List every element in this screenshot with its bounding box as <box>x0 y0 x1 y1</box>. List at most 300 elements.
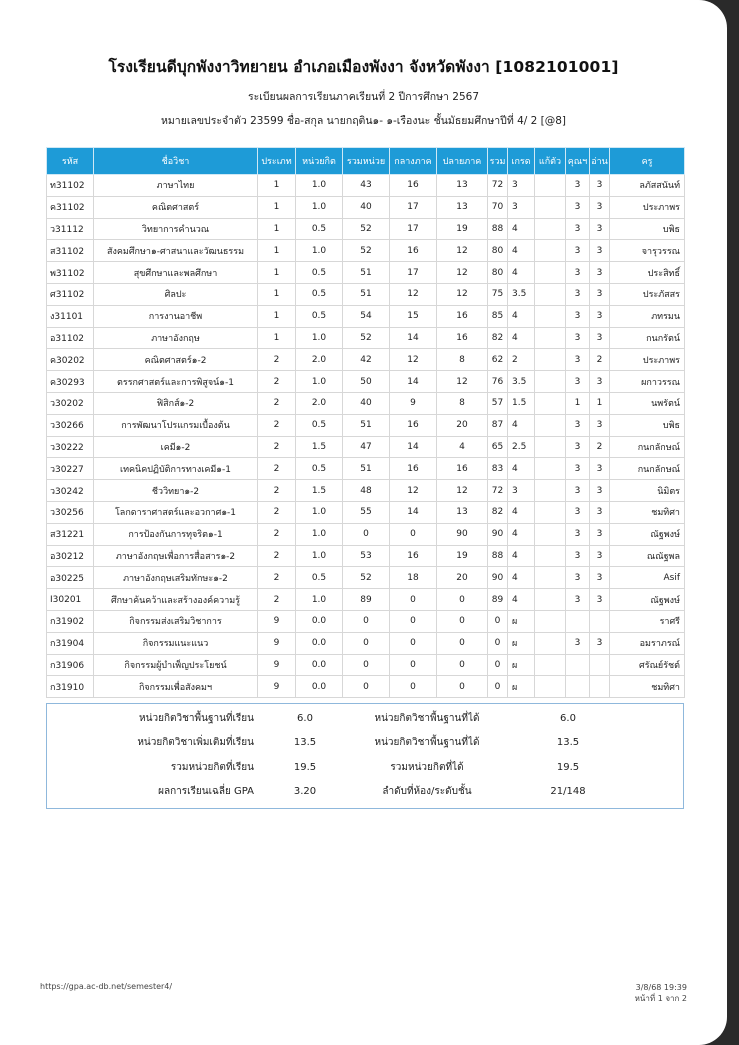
table-cell: 17 <box>390 196 437 218</box>
summary-value: 3.20 <box>293 786 317 798</box>
table-cell: ประภัสสร <box>610 283 685 305</box>
table-cell: 3 <box>566 240 590 262</box>
table-cell: 2 <box>258 371 296 393</box>
table-cell: ลภัสสนันท์ <box>610 175 685 197</box>
table-cell: 2 <box>258 349 296 371</box>
table-cell <box>535 196 566 218</box>
credit-summary <box>46 703 684 809</box>
table-cell: 0 <box>437 589 488 611</box>
table-cell <box>535 327 566 349</box>
table-cell <box>590 610 610 632</box>
table-row <box>47 305 685 327</box>
table-cell: 16 <box>437 305 488 327</box>
table-cell: 40 <box>343 392 390 414</box>
table-cell: 4 <box>508 414 535 436</box>
table-cell: ประภาพร <box>610 196 685 218</box>
table-cell: 12 <box>437 240 488 262</box>
table-cell: 2 <box>258 458 296 480</box>
table-cell: 85 <box>488 305 508 327</box>
table-cell: ผ <box>508 610 535 632</box>
table-cell: 4 <box>508 501 535 523</box>
table-cell <box>535 283 566 305</box>
table-cell: อ30225 <box>47 567 94 589</box>
page-number: หน้าที่ 1 จาก 2 <box>634 994 687 1003</box>
table-cell: 0 <box>390 610 437 632</box>
table-cell: 51 <box>343 458 390 480</box>
table-cell: 89 <box>488 589 508 611</box>
table-cell: 1 <box>258 305 296 327</box>
table-cell: 1.0 <box>296 175 343 197</box>
table-cell: 3 <box>590 545 610 567</box>
summary-label: รวมหน่วยกิตที่ได้ <box>390 761 464 773</box>
table-row <box>47 218 685 240</box>
table-cell: 12 <box>437 283 488 305</box>
table-cell: 14 <box>390 501 437 523</box>
table-cell: 40 <box>343 196 390 218</box>
table-header-row <box>47 148 685 175</box>
table-cell: 9 <box>258 632 296 654</box>
table-cell: ก31904 <box>47 632 94 654</box>
grades-table <box>46 147 685 698</box>
table-row <box>47 632 685 654</box>
table-cell: 1.5 <box>296 480 343 502</box>
table-cell <box>535 501 566 523</box>
table-cell: 2 <box>258 436 296 458</box>
table-cell: ส31102 <box>47 240 94 262</box>
column-header: ประเภท <box>258 148 296 175</box>
table-cell: 1.0 <box>296 589 343 611</box>
table-cell <box>535 414 566 436</box>
table-cell: ศิลปะ <box>94 283 258 305</box>
table-cell: ภทรมน <box>610 305 685 327</box>
table-cell: 3 <box>508 196 535 218</box>
table-cell: ชีววิทยา๑-2 <box>94 480 258 502</box>
table-cell: 89 <box>343 589 390 611</box>
table-cell <box>566 676 590 698</box>
table-cell: 3 <box>566 545 590 567</box>
column-header: ปลายภาค <box>437 148 488 175</box>
table-cell: 82 <box>488 327 508 349</box>
table-cell: 8 <box>437 392 488 414</box>
table-cell: 2 <box>258 501 296 523</box>
table-cell: 1 <box>258 175 296 197</box>
table-cell: 1 <box>258 240 296 262</box>
table-cell: 83 <box>488 458 508 480</box>
summary-spacer <box>618 706 685 731</box>
table-cell <box>535 436 566 458</box>
table-cell: ราศรี <box>610 610 685 632</box>
column-header: ครู <box>610 148 685 175</box>
table-cell <box>535 458 566 480</box>
summary-label: หน่วยกิตวิชาพื้นฐานที่ได้ <box>374 712 480 724</box>
table-row <box>47 175 685 197</box>
table-cell: 4 <box>508 589 535 611</box>
table-row <box>47 371 685 393</box>
table-row <box>47 480 685 502</box>
summary-row <box>47 755 685 780</box>
table-cell: 1 <box>258 218 296 240</box>
table-cell: 0 <box>437 632 488 654</box>
table-cell: 0.5 <box>296 305 343 327</box>
table-cell: เทคนิคปฏิบัติการทางเคมี๑-1 <box>94 458 258 480</box>
table-cell: 2 <box>258 392 296 414</box>
table-cell <box>535 654 566 676</box>
table-cell: 3 <box>590 283 610 305</box>
table-cell: 0 <box>343 523 390 545</box>
table-cell: 1 <box>566 392 590 414</box>
table-cell: 16 <box>437 458 488 480</box>
table-cell: 3 <box>566 501 590 523</box>
table-row <box>47 283 685 305</box>
table-cell: กิจกรรมแนะแนว <box>94 632 258 654</box>
table-cell: ค31102 <box>47 196 94 218</box>
table-cell: 1.5 <box>508 392 535 414</box>
table-cell: 16 <box>390 414 437 436</box>
table-cell: ศรัณย์รัชต์ <box>610 654 685 676</box>
table-cell: กิจกรรมเพื่อสังคมฯ <box>94 676 258 698</box>
table-cell: 1 <box>258 327 296 349</box>
table-row <box>47 545 685 567</box>
table-cell: 54 <box>343 305 390 327</box>
table-cell: 55 <box>343 501 390 523</box>
table-cell: 0 <box>437 676 488 698</box>
table-cell: บพิธ <box>610 414 685 436</box>
table-cell: 3 <box>590 371 610 393</box>
summary-value: 21/148 <box>550 786 586 798</box>
table-cell: ว30227 <box>47 458 94 480</box>
table-cell: ภาษาอังกฤษเสริมทักษะ๑-2 <box>94 567 258 589</box>
table-cell: ก31902 <box>47 610 94 632</box>
table-cell: ค30202 <box>47 349 94 371</box>
table-cell: 2 <box>590 436 610 458</box>
table-cell <box>566 610 590 632</box>
table-cell: 1 <box>258 283 296 305</box>
table-cell: 3 <box>566 305 590 327</box>
table-cell: 3.5 <box>508 283 535 305</box>
table-cell: 16 <box>390 240 437 262</box>
table-cell <box>535 632 566 654</box>
table-cell: 3 <box>566 262 590 284</box>
table-cell: ว30222 <box>47 436 94 458</box>
table-cell: นพรัตน์ <box>610 392 685 414</box>
table-cell: 1 <box>258 262 296 284</box>
table-cell: 3 <box>590 501 610 523</box>
table-cell: อ31102 <box>47 327 94 349</box>
table-cell: ผ <box>508 632 535 654</box>
table-cell: 3 <box>566 371 590 393</box>
table-cell: 0 <box>390 523 437 545</box>
table-cell: ท31102 <box>47 175 94 197</box>
table-cell: ก31910 <box>47 676 94 698</box>
table-cell: 88 <box>488 545 508 567</box>
table-cell: โลกดาราศาสตร์และอวกาศ๑-1 <box>94 501 258 523</box>
table-cell: ว31112 <box>47 218 94 240</box>
table-cell: บพิธ <box>610 218 685 240</box>
table-cell: 82 <box>488 501 508 523</box>
footer-url: https://gpa.ac-db.net/semester4/ <box>40 982 173 991</box>
table-cell: 13 <box>437 175 488 197</box>
table-cell: 3 <box>566 218 590 240</box>
table-cell: 9 <box>258 676 296 698</box>
table-cell: 1 <box>590 392 610 414</box>
table-cell: 2.5 <box>508 436 535 458</box>
table-cell: I30201 <box>47 589 94 611</box>
table-cell: 16 <box>390 175 437 197</box>
table-cell: 3 <box>590 480 610 502</box>
table-cell <box>535 262 566 284</box>
table-cell: กิจกรรมส่งเสริมวิชาการ <box>94 610 258 632</box>
table-cell: 16 <box>437 327 488 349</box>
table-cell: 70 <box>488 196 508 218</box>
table-cell: ณัฐพงษ์ <box>610 523 685 545</box>
table-cell: 2.0 <box>296 349 343 371</box>
summary-row <box>47 780 685 805</box>
table-cell: 2 <box>258 480 296 502</box>
table-cell: คณิตศาสตร์ <box>94 196 258 218</box>
table-cell <box>535 589 566 611</box>
table-cell: กนกรัตน์ <box>610 327 685 349</box>
table-cell: 52 <box>343 567 390 589</box>
table-cell: ประภาพร <box>610 349 685 371</box>
table-cell: 72 <box>488 175 508 197</box>
column-header: อ่าน <box>590 148 610 175</box>
table-row <box>47 676 685 698</box>
table-cell: 90 <box>437 523 488 545</box>
table-cell: 0 <box>488 632 508 654</box>
table-cell: 0 <box>390 676 437 698</box>
table-row <box>47 414 685 436</box>
table-cell: 12 <box>390 349 437 371</box>
table-cell: 12 <box>390 480 437 502</box>
column-header: คุณฯ <box>566 148 590 175</box>
table-cell: ณณัฐพล <box>610 545 685 567</box>
table-cell: 0.0 <box>296 654 343 676</box>
table-cell: 2 <box>258 545 296 567</box>
table-cell: ประสิทธิ์ <box>610 262 685 284</box>
table-cell: 2 <box>258 523 296 545</box>
table-cell: 8 <box>437 349 488 371</box>
table-cell <box>535 567 566 589</box>
table-cell: 50 <box>343 371 390 393</box>
table-cell: ตรรกศาสตร์และการพิสูจน์๑-1 <box>94 371 258 393</box>
table-cell: กิจกรรมผู้บำเพ็ญประโยชน์ <box>94 654 258 676</box>
table-cell: 0 <box>343 632 390 654</box>
table-cell: 0.5 <box>296 567 343 589</box>
table-cell: 4 <box>508 327 535 349</box>
table-cell: 0 <box>488 654 508 676</box>
school-title: โรงเรียนดีบุกพังงาวิทยายน อำเภอเมืองพังงา จังหวัดพังงา [1082101001] <box>108 58 619 76</box>
table-cell: 1.0 <box>296 196 343 218</box>
table-cell: 3 <box>566 458 590 480</box>
table-cell <box>535 545 566 567</box>
table-cell: 13 <box>437 196 488 218</box>
table-row <box>47 589 685 611</box>
table-cell: 0.5 <box>296 262 343 284</box>
table-cell: 2.0 <box>296 392 343 414</box>
table-cell: 3 <box>566 632 590 654</box>
table-cell: 51 <box>343 283 390 305</box>
table-cell: 0 <box>390 654 437 676</box>
table-cell: 14 <box>390 327 437 349</box>
table-cell: 0 <box>390 632 437 654</box>
table-cell: ชมทิศา <box>610 501 685 523</box>
table-cell: 3 <box>590 218 610 240</box>
table-cell: 0.0 <box>296 610 343 632</box>
table-cell <box>566 654 590 676</box>
summary-spacer <box>618 731 685 756</box>
table-cell: พ31102 <box>47 262 94 284</box>
summary-label: รวมหน่วยกิตที่เรียน <box>170 761 254 773</box>
table-cell: 9 <box>390 392 437 414</box>
table-cell: ส31221 <box>47 523 94 545</box>
table-cell: 72 <box>488 480 508 502</box>
table-cell: 1 <box>258 196 296 218</box>
column-header: แก้ตัว <box>535 148 566 175</box>
table-cell: ภาษาอังกฤษเพื่อการสื่อสาร๑-2 <box>94 545 258 567</box>
table-cell: 20 <box>437 567 488 589</box>
table-cell: 4 <box>508 545 535 567</box>
table-cell: วิทยาการคำนวณ <box>94 218 258 240</box>
table-cell: ว30256 <box>47 501 94 523</box>
report-header <box>0 54 727 129</box>
summary-row <box>47 706 685 731</box>
table-cell <box>590 676 610 698</box>
table-cell: 15 <box>390 305 437 327</box>
column-header: เกรด <box>508 148 535 175</box>
table-cell <box>535 392 566 414</box>
table-cell: ผกาวรรณ <box>610 371 685 393</box>
table-cell: สุขศึกษาและพลศึกษา <box>94 262 258 284</box>
table-cell: 0 <box>343 610 390 632</box>
table-cell: 16 <box>390 458 437 480</box>
table-cell: 3 <box>590 589 610 611</box>
summary-label: หน่วยกิตวิชาเพิ่มเติมที่เรียน <box>137 737 254 749</box>
table-row <box>47 262 685 284</box>
table-cell: 4 <box>437 436 488 458</box>
table-cell: 3 <box>590 414 610 436</box>
table-cell: 0.5 <box>296 414 343 436</box>
table-cell: 3 <box>590 632 610 654</box>
column-header: กลางภาค <box>390 148 437 175</box>
table-cell: 53 <box>343 545 390 567</box>
table-cell: 4 <box>508 305 535 327</box>
table-cell: ก31906 <box>47 654 94 676</box>
table-cell: 3.5 <box>508 371 535 393</box>
table-cell: 0 <box>390 589 437 611</box>
table-cell: 19 <box>437 218 488 240</box>
table-cell: 0.5 <box>296 283 343 305</box>
table-row <box>47 501 685 523</box>
table-cell: ชมทิศา <box>610 676 685 698</box>
table-cell: 3 <box>566 480 590 502</box>
summary-value: 13.5 <box>293 737 317 749</box>
table-cell: 0.0 <box>296 676 343 698</box>
table-cell: 12 <box>390 283 437 305</box>
table-cell: 80 <box>488 240 508 262</box>
print-datetime: 3/8/68 19:39 <box>635 983 687 992</box>
table-cell: 52 <box>343 218 390 240</box>
table-cell: 3 <box>566 436 590 458</box>
table-cell: การพัฒนาโปรแกรมเบื้องต้น <box>94 414 258 436</box>
table-cell: ศ31102 <box>47 283 94 305</box>
table-cell: 2 <box>590 349 610 371</box>
table-cell: 75 <box>488 283 508 305</box>
table-cell: 47 <box>343 436 390 458</box>
table-cell: 57 <box>488 392 508 414</box>
table-cell: ผ <box>508 654 535 676</box>
column-header: รหัส <box>47 148 94 175</box>
table-cell: 12 <box>437 371 488 393</box>
table-row <box>47 392 685 414</box>
table-body <box>47 175 685 698</box>
table-cell: 9 <box>258 654 296 676</box>
table-cell: 1.0 <box>296 240 343 262</box>
summary-label: ผลการเรียนเฉลี่ย GPA <box>158 786 254 798</box>
table-cell: 3 <box>566 196 590 218</box>
table-cell: 3 <box>566 567 590 589</box>
table-cell: 14 <box>390 371 437 393</box>
table-cell: 9 <box>258 610 296 632</box>
table-cell: 90 <box>488 523 508 545</box>
table-cell: 3 <box>566 414 590 436</box>
table-cell: 3 <box>590 262 610 284</box>
table-cell: 42 <box>343 349 390 371</box>
table-row <box>47 458 685 480</box>
table-cell: 65 <box>488 436 508 458</box>
table-cell: ว30242 <box>47 480 94 502</box>
summary-label: หน่วยกิตวิชาพื้นฐานที่เรียน <box>139 712 254 724</box>
table-cell: 20 <box>437 414 488 436</box>
column-header: หน่วยกิต <box>296 148 343 175</box>
table-cell: 17 <box>390 262 437 284</box>
table-cell: 43 <box>343 175 390 197</box>
table-cell: 0 <box>343 654 390 676</box>
table-cell: การงานอาชีพ <box>94 305 258 327</box>
table-cell: 1.5 <box>296 436 343 458</box>
table-cell: 18 <box>390 567 437 589</box>
table-cell: คณิตศาสตร์๑-2 <box>94 349 258 371</box>
table-cell <box>535 371 566 393</box>
table-cell: 3 <box>566 349 590 371</box>
table-cell: 3 <box>590 305 610 327</box>
table-cell: 62 <box>488 349 508 371</box>
table-cell: ฟิสิกส์๑-2 <box>94 392 258 414</box>
table-row <box>47 523 685 545</box>
table-cell: 52 <box>343 327 390 349</box>
table-cell: 87 <box>488 414 508 436</box>
table-cell: 1.0 <box>296 545 343 567</box>
table-cell: 0.5 <box>296 218 343 240</box>
summary-value: 19.5 <box>293 761 317 773</box>
table-cell: อ30212 <box>47 545 94 567</box>
column-header: ชื่อวิชา <box>94 148 258 175</box>
table-cell: 3 <box>566 523 590 545</box>
table-cell <box>535 480 566 502</box>
table-cell: 13 <box>437 501 488 523</box>
table-cell: 4 <box>508 218 535 240</box>
table-cell: 4 <box>508 458 535 480</box>
column-header: รวมหน่วย <box>343 148 390 175</box>
table-cell: 16 <box>390 545 437 567</box>
summary-value: 6.0 <box>297 712 313 724</box>
table-cell: 1.0 <box>296 371 343 393</box>
table-cell: 0 <box>437 610 488 632</box>
table-cell: 0 <box>488 610 508 632</box>
table-cell: 48 <box>343 480 390 502</box>
table-cell: ค30293 <box>47 371 94 393</box>
table-cell: 12 <box>437 480 488 502</box>
table-cell <box>535 218 566 240</box>
